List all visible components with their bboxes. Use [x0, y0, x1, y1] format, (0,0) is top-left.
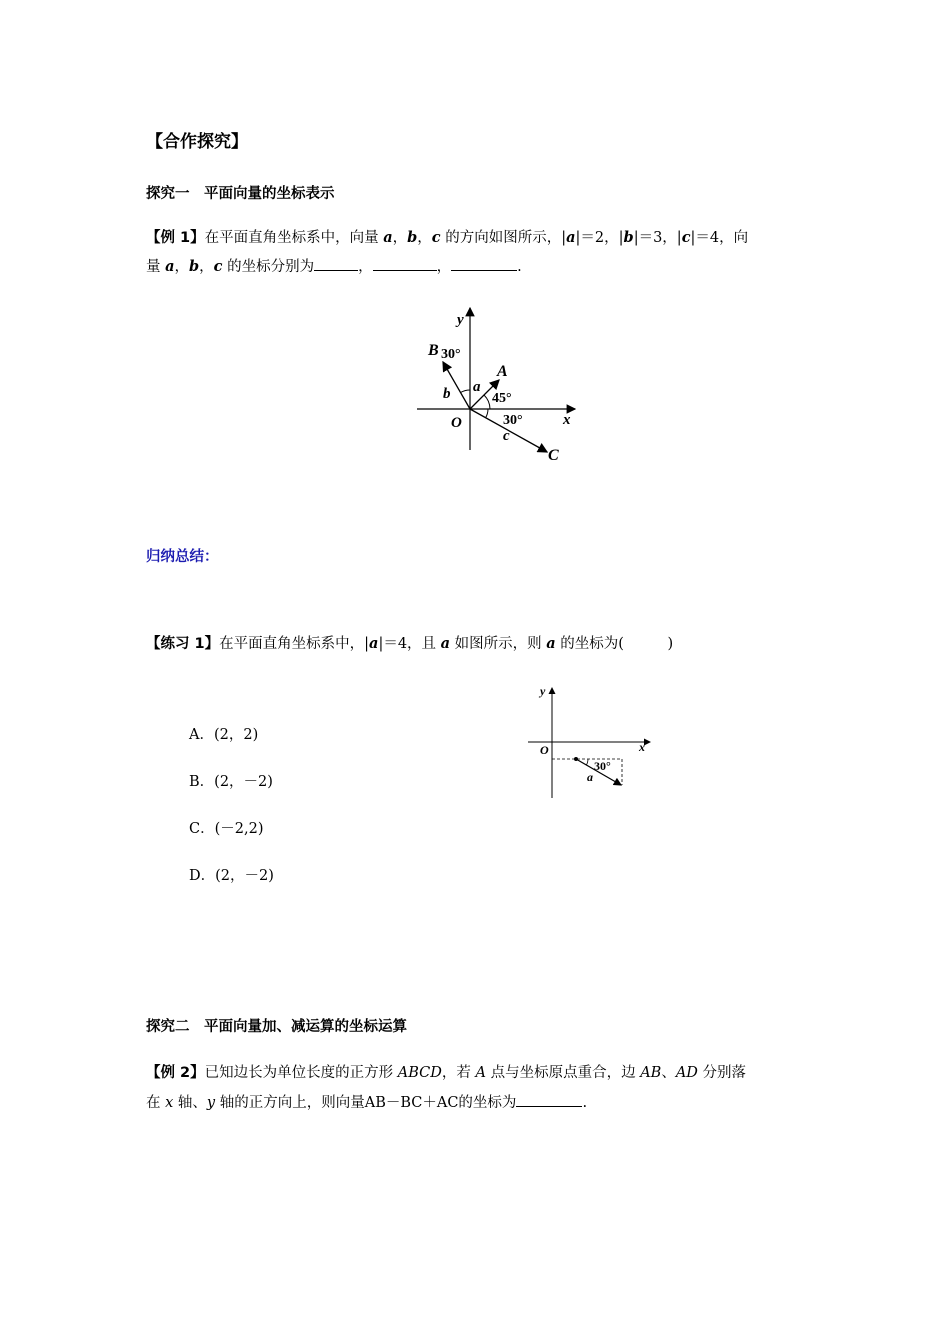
answer-blank-c[interactable]	[451, 254, 517, 271]
practice1-question: 【练习 1】在平面直角坐标系中，|a|＝4，且 a 如图所示，则 a 的坐标为( )	[146, 635, 674, 652]
label-c: c	[503, 428, 510, 444]
practice1-tag: 【练习 1】	[146, 636, 220, 652]
label-x: x	[639, 740, 645, 754]
answer-blank[interactable]	[516, 1090, 582, 1107]
figure1-vector-diagram	[405, 300, 585, 470]
example1-line2: 量 a，b，c 的坐标分别为 ， ， .	[146, 253, 522, 281]
example1-line1: 【例 1】在平面直角坐标系中，向量 a，b，c 的方向如图所示，|a|＝2，|b|＝3，|c|＝4，向	[146, 229, 749, 246]
figure2-vector-diagram	[520, 680, 660, 805]
label-a: a	[587, 770, 593, 784]
label-C: C	[548, 447, 559, 464]
label-O: O	[451, 415, 462, 431]
label-angle-A: 45°	[492, 391, 512, 406]
label-B: B	[428, 342, 439, 359]
explore1-title: 探究一 平面向量的坐标表示	[146, 186, 335, 202]
option-b[interactable]: B．(2，－2)	[189, 774, 273, 790]
example2-tag: 【例 2】	[146, 1065, 205, 1081]
angle-arc	[586, 759, 588, 765]
label-A: A	[497, 363, 508, 380]
example2-line2: 在 x 轴、y 轴的正方向上，则向量AB－BC＋AC的坐标为 .	[146, 1089, 587, 1117]
option-c[interactable]: C．(－2,2)	[189, 821, 264, 837]
example2-line1: 【例 2】已知边长为单位长度的正方形 ABCD，若 A 点与坐标原点重合，边 AB、AD 分别落	[146, 1065, 747, 1081]
angle-arc-a	[484, 395, 490, 409]
example1-tag: 【例 1】	[146, 230, 205, 246]
label-angle-B: 30°	[441, 347, 461, 362]
label-y: y	[540, 684, 546, 698]
label-x: x	[563, 412, 571, 428]
answer-blank-a[interactable]	[314, 254, 358, 271]
label-angle: 30°	[594, 759, 611, 773]
label-y: y	[457, 312, 464, 328]
option-d[interactable]: D．(2，－2)	[189, 868, 274, 884]
label-b: b	[443, 386, 451, 402]
label-a: a	[473, 379, 481, 395]
label-angle-C: 30°	[503, 413, 523, 428]
section-title: 【合作探究】	[146, 132, 248, 152]
explore2-title: 探究二 平面向量加、减运算的坐标运算	[146, 1019, 407, 1035]
option-a[interactable]: A．(2，2)	[189, 727, 259, 743]
answer-blank-b[interactable]	[373, 254, 437, 271]
label-O: O	[540, 743, 549, 757]
angle-arc-b	[461, 390, 471, 393]
summary-label: 归纳总结：	[146, 549, 219, 565]
angle-arc-c	[486, 409, 489, 418]
